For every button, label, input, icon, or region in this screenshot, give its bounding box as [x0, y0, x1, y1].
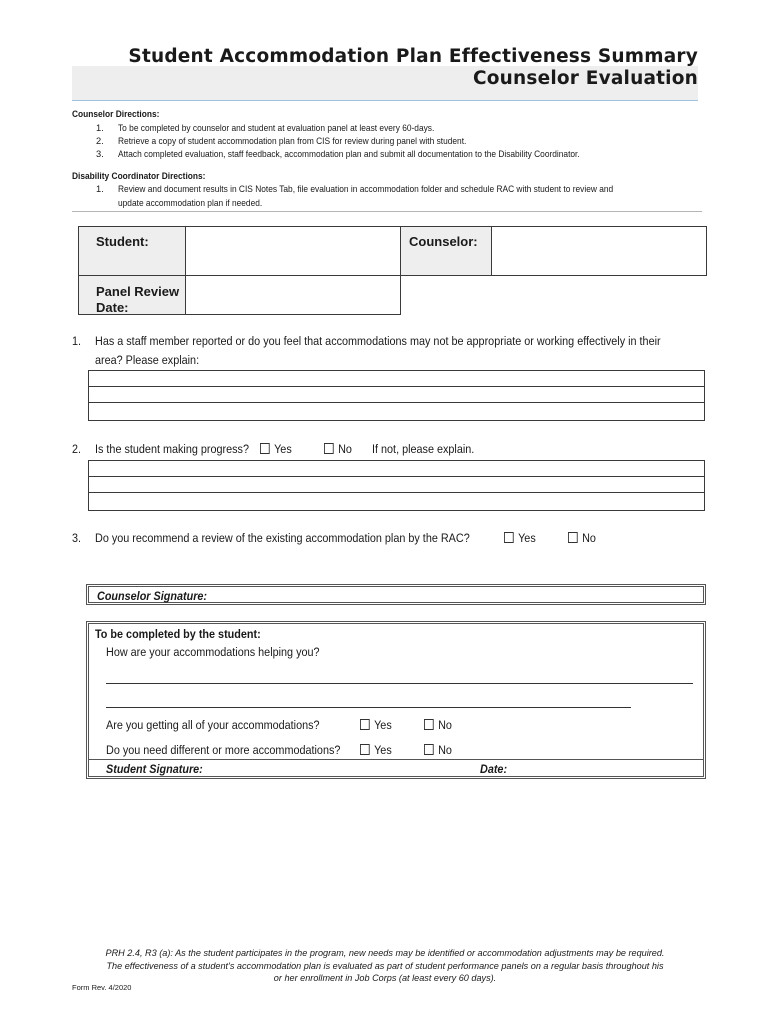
checkbox-icon[interactable] [568, 532, 578, 543]
footer-note-line2: The effectiveness of a student's accommodation plan is evaluated as part of student performance panels on a regular basis throughout his [106, 961, 664, 972]
counselor-name-field[interactable] [491, 226, 707, 276]
counselor-signature-label: Counselor Signature: [97, 589, 208, 603]
no-label: No [582, 531, 596, 545]
title-divider [72, 100, 698, 101]
question-3-no-option[interactable] [568, 531, 596, 545]
checkbox-icon[interactable] [360, 744, 370, 755]
counselor-direction-num: 1. [96, 123, 104, 133]
answer-line[interactable] [89, 403, 704, 419]
question-1-text-cont: area? Please explain: [95, 353, 200, 367]
panel-date-label-cont: Date: [96, 300, 129, 315]
yes-label: Yes [274, 442, 292, 456]
student-signature-divider [89, 759, 703, 760]
counselor-label-cell [400, 226, 492, 276]
footer-note-line1: PRH 2.4, R3 (a): As the student participates in the program, new needs may be identified or accommodation adjustments may be required. [105, 948, 665, 959]
checkbox-icon[interactable] [424, 719, 434, 730]
student-label-cell [78, 226, 186, 276]
coordinator-direction-item: Review and document results in CIS Notes Tab, file evaluation in accommodation folder and schedule RAC with student to review and [118, 184, 614, 194]
answer-line[interactable] [89, 493, 704, 509]
question-2-number: 2. [72, 442, 82, 456]
question-1-number: 1. [72, 334, 82, 348]
student-date-label: Date: [480, 762, 508, 776]
all-accommodations-no-option[interactable] [424, 718, 452, 732]
coordinator-direction-num: 1. [96, 184, 104, 194]
counselor-direction-item: To be completed by counselor and student at evaluation panel at least every 60-days. [118, 123, 435, 133]
question-2-text: Is the student making progress? [95, 442, 249, 456]
student-answer-line[interactable] [106, 707, 631, 708]
student-signature-label: Student Signature: [106, 762, 203, 776]
question-2-yes-option[interactable] [260, 442, 292, 456]
answer-line[interactable] [89, 461, 704, 477]
counselor-direction-num: 2. [96, 136, 104, 146]
page-subtitle: Counselor Evaluation [472, 68, 698, 89]
student-section-heading: To be completed by the student: [95, 627, 261, 641]
form-revision: Form Rev. 4/2020 [72, 983, 132, 992]
directions-divider [72, 211, 702, 212]
more-accommodations-question: Do you need different or more accommodations? [106, 743, 341, 757]
coordinator-direction-item-cont: update accommodation plan if needed. [118, 198, 263, 208]
yes-label: Yes [374, 718, 392, 732]
yes-label: Yes [374, 743, 392, 757]
checkbox-icon[interactable] [260, 443, 270, 454]
no-label: No [438, 743, 452, 757]
answer-line[interactable] [89, 371, 704, 387]
no-label: No [438, 718, 452, 732]
question-2-followup: If not, please explain. [372, 442, 475, 456]
question-3-text: Do you recommend a review of the existing accommodation plan by the RAC? [95, 531, 470, 545]
answer-line[interactable] [89, 477, 704, 493]
page-title: Student Accommodation Plan Effectiveness Summary [128, 46, 698, 67]
question-2-no-option[interactable] [324, 442, 352, 456]
counselor-signature-box[interactable] [86, 584, 706, 605]
more-accommodations-no-option[interactable] [424, 743, 452, 757]
coordinator-directions-heading: Disability Coordinator Directions: [72, 171, 206, 181]
counselor-direction-item: Attach completed evaluation, staff feedback, accommodation plan and submit all documentation to the Disability Coordinator. [118, 149, 580, 159]
more-accommodations-yes-option[interactable] [360, 743, 392, 757]
student-label: Student: [96, 234, 149, 249]
answer-line[interactable] [89, 387, 704, 403]
counselor-direction-item: Retrieve a copy of student accommodation plan from CIS for review during panel with student. [118, 136, 467, 146]
checkbox-icon[interactable] [504, 532, 514, 543]
counselor-direction-num: 3. [96, 149, 104, 159]
all-accommodations-question: Are you getting all of your accommodations? [106, 718, 320, 732]
checkbox-icon[interactable] [360, 719, 370, 730]
panel-date-label: Panel Review [96, 284, 180, 299]
student-section-prompt: How are your accommodations helping you? [106, 645, 320, 659]
footer-note-line3: or her enrollment in Job Corps (at least every 60 days). [273, 973, 497, 984]
counselor-label: Counselor: [409, 234, 478, 249]
checkbox-icon[interactable] [424, 744, 434, 755]
checkbox-icon[interactable] [324, 443, 334, 454]
question-3-yes-option[interactable] [504, 531, 536, 545]
question-2-answer-area[interactable] [88, 460, 705, 511]
student-answer-line[interactable] [106, 683, 693, 684]
panel-date-label-cell [78, 275, 186, 315]
no-label: No [338, 442, 352, 456]
yes-label: Yes [518, 531, 536, 545]
all-accommodations-yes-option[interactable] [360, 718, 392, 732]
question-1-answer-area[interactable] [88, 370, 705, 421]
panel-date-field[interactable] [185, 275, 401, 315]
question-3-number: 3. [72, 531, 82, 545]
question-1-text: Has a staff member reported or do you feel that accommodations may not be appropriate or working effectively in their [95, 334, 661, 348]
student-name-field[interactable] [185, 226, 401, 276]
counselor-directions-heading: Counselor Directions: [72, 109, 160, 119]
